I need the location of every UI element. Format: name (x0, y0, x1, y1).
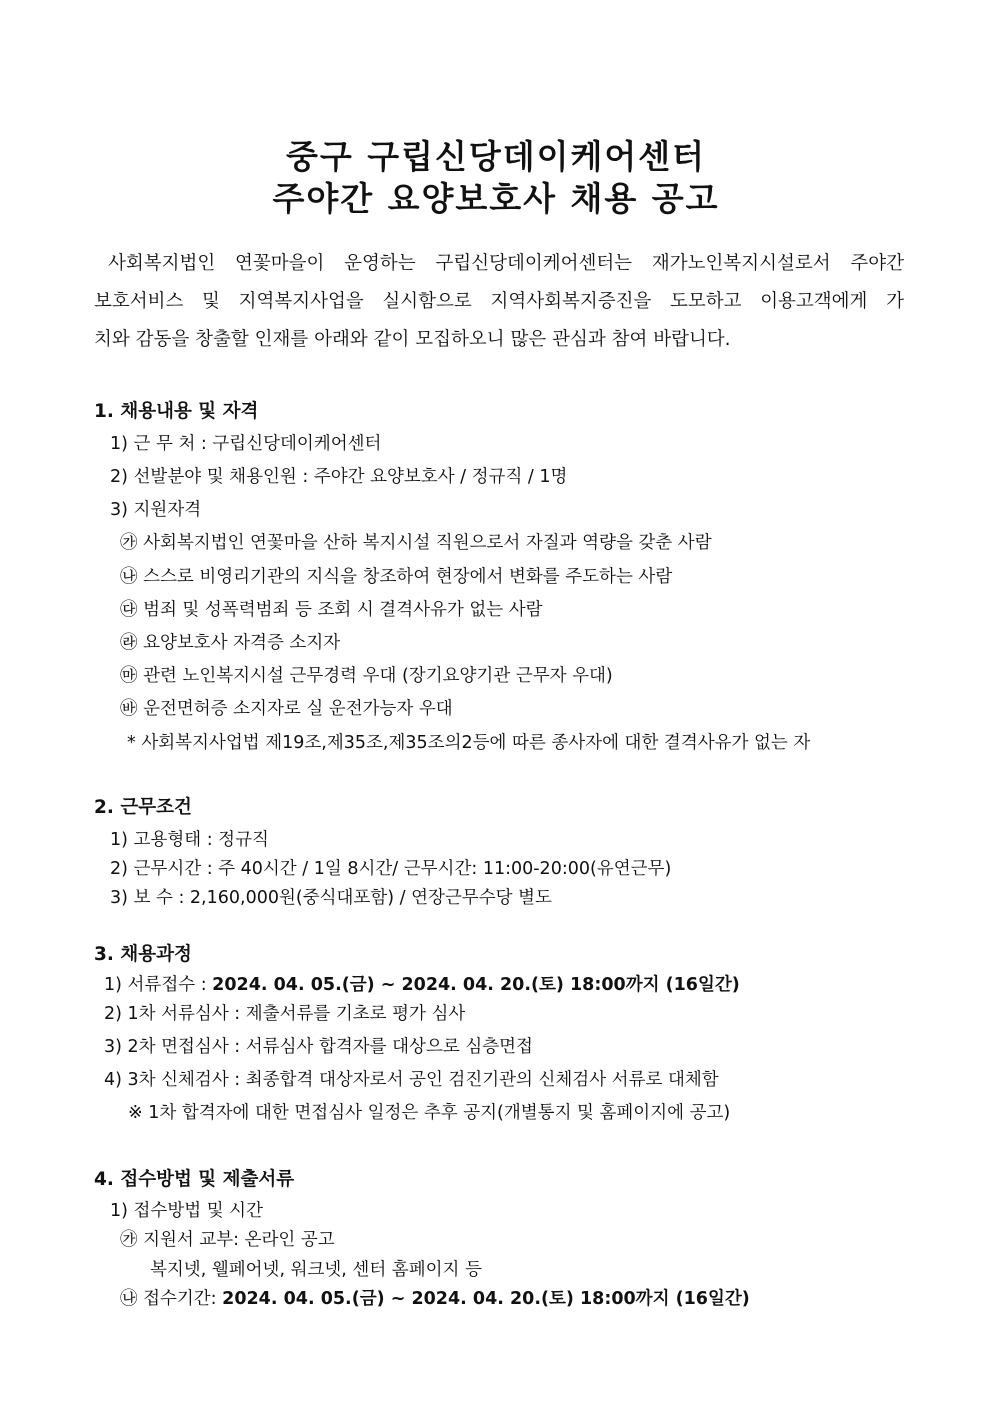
section-heading-2: 2. 근무조건 (94, 797, 192, 818)
qualification-item: ㉰ 범죄 및 성폭력범죄 등 조회 시 결격사유가 없는 사람 (120, 600, 543, 620)
section1-note: * 사회복지사업법 제19조,제35조,제35조의2등에 따른 종사자에 대한 결격사유가 없는 자 (127, 733, 811, 753)
qualification-item: ㉳ 운전면허증 소지자로 실 운전가능자 우대 (120, 699, 453, 719)
section4-sub-item-2 (120, 1285, 750, 1310)
title-line-1: 중구 구립신당데이케어센터 (285, 137, 707, 176)
section3-note: ※ 1차 합격자에 대한 면접심사 일정은 추후 공지(개별통지 및 홈페이지에 공고) (128, 1103, 731, 1123)
section2-item: 3) 보 수 : 2,160,000원(중식대포함) / 연장근무수당 별도 (110, 888, 552, 908)
qualification-item: ㉯ 스스로 비영리기관의 지식을 창조하여 현장에서 변화를 주도하는 사람 (120, 567, 673, 587)
section2-item: 2) 근무시간 : 주 40시간 / 1일 8시간/ 근무시간: 11:00-20:00(유연근무) (110, 859, 672, 879)
section3-item: 3) 2차 면접심사 : 서류심사 합격자를 대상으로 심층면접 (104, 1037, 533, 1057)
section3-item: 2) 1차 서류심사 : 제출서류를 기초로 평가 심사 (104, 1004, 466, 1024)
section-heading-4: 4. 접수방법 및 제출서류 (94, 1169, 295, 1190)
qualification-item: ㉲ 관련 노인복지시설 근무경력 우대 (장기요양기관 근무자 우대) (120, 666, 613, 686)
section3-item-1 (104, 971, 740, 996)
section1-item: 1) 근 무 처 : 구립신당데이케어센터 (110, 434, 382, 454)
section3-item: 4) 3차 신체검사 : 최종합격 대상자로서 공인 검진기관의 신체검사 서류로 대체함 (104, 1070, 719, 1090)
application-period: 2024. 04. 05.(금) ~ 2024. 04. 20.(토) 18:00까지 (16일간) (212, 975, 740, 995)
section2-item: 1) 고용형태 : 정규직 (110, 830, 269, 850)
section-heading-1: 1. 채용내용 및 자격 (94, 401, 259, 422)
submission-period-label: ㉯ 접수기간: (120, 1289, 223, 1309)
section1-item: 2) 선발분야 및 채용인원 : 주야간 요양보호사 / 정규직 / 1명 (110, 467, 568, 487)
intro-line: 치와 감동을 창출할 인재를 아래와 같이 모집하오니 많은 관심과 참여 바랍니다. (94, 329, 731, 350)
intro-line: 보호서비스 및 지역복지사업을 실시함으로 지역사회복지증진을 도모하고 이용고객에게 가 (94, 291, 904, 312)
section3-item-1-label: 1) 서류접수 : (104, 975, 213, 995)
qualification-item: ㉮ 사회복지법인 연꽃마을 산하 복지시설 직원으로서 자질과 역량을 갖춘 사람 (120, 533, 712, 553)
title-line-2: 주야간 요양보호사 채용 공고 (272, 179, 720, 218)
intro-line: 사회복지법인 연꽃마을이 운영하는 구립신당데이케어센터는 재가노인복지시설로서 주야간 (108, 253, 904, 274)
submission-period: 2024. 04. 05.(금) ~ 2024. 04. 20.(토) 18:00까지 (16일간) (222, 1289, 750, 1309)
section4-sub-detail: 복지넷, 웰페어넷, 워크넷, 센터 홈페이지 등 (150, 1260, 482, 1280)
section4-item: 1) 접수방법 및 시간 (110, 1201, 263, 1221)
intro-paragraph (94, 245, 904, 359)
section4-sub-item: ㉮ 지원서 교부: 온라인 공고 (120, 1230, 335, 1250)
section1-item: 3) 지원자격 (110, 500, 202, 520)
section-heading-3: 3. 채용과정 (94, 944, 192, 965)
qualification-item: ㉱ 요양보호사 자격증 소지자 (120, 633, 341, 653)
